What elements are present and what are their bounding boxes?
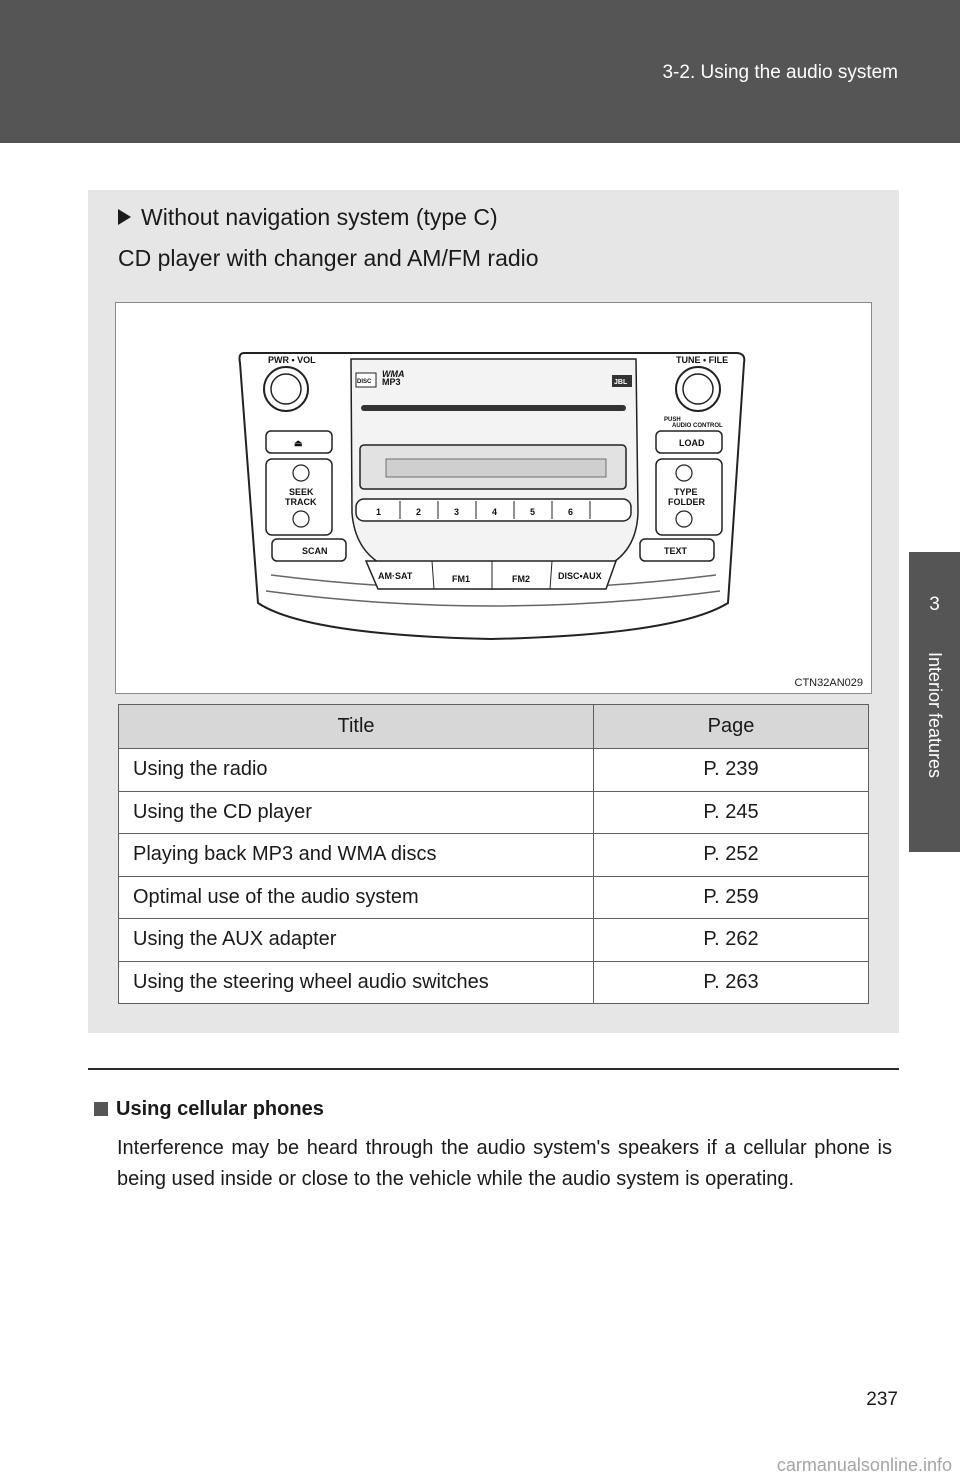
row-title: Using the radio	[119, 749, 594, 792]
note-heading	[94, 1098, 324, 1121]
row-title: Using the steering wheel audio switches	[119, 961, 594, 1004]
chapter-number: 3	[929, 594, 940, 615]
topics-table	[118, 704, 869, 1004]
note-heading-text: Using cellular phones	[116, 1098, 324, 1120]
page-header	[0, 0, 960, 143]
panel-subtitle-text: Without navigation system (type C)	[141, 204, 498, 230]
text-label: TEXT	[664, 546, 688, 556]
panel-description: CD player with changer and AM/FM radio	[118, 245, 539, 271]
folder-label: FOLDER	[668, 497, 705, 507]
triangle-bullet-icon	[118, 209, 131, 225]
column-page-header: Page	[594, 705, 869, 749]
mp3-label: MP3	[382, 377, 401, 387]
pwr-vol-label: PWR • VOL	[268, 355, 316, 365]
load-label: LOAD	[679, 438, 705, 448]
push-label: PUSH	[664, 417, 681, 423]
tune-file-label: TUNE • FILE	[676, 355, 729, 365]
preset-2: 2	[416, 507, 422, 517]
row-page: P. 239	[594, 749, 869, 792]
row-page: P. 245	[594, 791, 869, 834]
column-title-header: Title	[119, 705, 594, 749]
preset-4: 4	[492, 507, 498, 517]
chapter-tab	[909, 552, 960, 852]
preset-3: 3	[454, 507, 460, 517]
page-number: 237	[866, 1389, 898, 1410]
wma-label: WMA	[382, 369, 405, 379]
panel-subtitle	[118, 204, 498, 231]
table-row	[119, 919, 869, 962]
watermark: carmanualsonline.info	[776, 1455, 952, 1475]
row-title: Optimal use of the audio system	[119, 876, 594, 919]
section-title: 3-2. Using the audio system	[662, 62, 898, 83]
row-title: Using the AUX adapter	[119, 919, 594, 962]
audio-system-panel	[88, 190, 899, 1033]
row-page: P. 262	[594, 919, 869, 962]
table-row	[119, 749, 869, 792]
am-sat-label: AM·SAT	[378, 571, 413, 581]
disc-aux-label: DISC•AUX	[558, 571, 602, 581]
square-bullet-icon	[94, 1102, 108, 1116]
row-page: P. 259	[594, 876, 869, 919]
scan-label: SCAN	[302, 546, 328, 556]
row-title: Using the CD player	[119, 791, 594, 834]
row-title: Playing back MP3 and WMA discs	[119, 834, 594, 877]
disc-logo: DISC	[357, 379, 372, 385]
audio-unit-illustration	[115, 302, 872, 694]
preset-5: 5	[530, 507, 536, 517]
row-page: P. 252	[594, 834, 869, 877]
eject-icon: ⏏	[294, 438, 303, 448]
table-row	[119, 876, 869, 919]
fm1-label: FM1	[452, 574, 470, 584]
table-row	[119, 961, 869, 1004]
section-divider	[88, 1068, 899, 1070]
preset-6: 6	[568, 507, 574, 517]
fm2-label: FM2	[512, 574, 530, 584]
audio-unit-drawing	[116, 303, 871, 693]
row-page: P. 263	[594, 961, 869, 1004]
jbl-logo: JBL	[614, 379, 628, 386]
table-header-row	[119, 705, 869, 749]
table-row	[119, 834, 869, 877]
chapter-label: Interior features	[925, 652, 945, 779]
audio-control-label: AUDIO CONTROL	[672, 423, 723, 429]
track-label: TRACK	[285, 497, 317, 507]
figure-code: CTN32AN029	[794, 677, 863, 689]
table-row	[119, 791, 869, 834]
preset-1: 1	[376, 507, 382, 517]
note-body: Interference may be heard through the audio system's speakers if a cellular phone is being used inside or close to the vehicle while the audio system is operating.	[117, 1137, 892, 1190]
seek-label: SEEK	[289, 487, 314, 497]
type-label: TYPE	[674, 487, 698, 497]
